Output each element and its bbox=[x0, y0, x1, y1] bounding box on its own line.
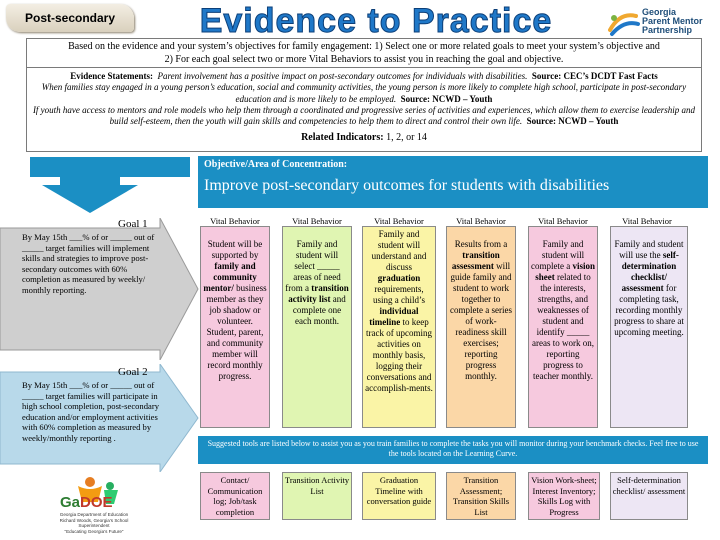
vital-behavior-header-6: Vital Behavior bbox=[622, 216, 672, 226]
indicators-value: 1, 2, or 14 bbox=[386, 132, 427, 144]
instructions-box bbox=[26, 38, 702, 68]
vb2-bold: transition activity list bbox=[288, 283, 349, 304]
vb6-text-c: for completing task, recording monthly progress to share at upcoming meeting. bbox=[614, 283, 684, 337]
evidence-source-1: Source: CEC’s DCDT Fast Facts bbox=[531, 71, 658, 81]
evidence-box bbox=[26, 68, 702, 152]
tool-card-4[interactable]: Transition Assessment; Transition Skills List bbox=[446, 472, 516, 520]
vital-behavior-card-6 bbox=[610, 226, 688, 428]
evidence-source-2: Source: NCWD – Youth bbox=[400, 93, 493, 104]
instructions-line-1: Based on the evidence and your system’s objectives for family engagement: 1) Select one or more related goals to meet your system’s objective and bbox=[68, 41, 660, 52]
tool-card-6[interactable]: Self-determination checklist/ assessment bbox=[610, 472, 688, 520]
vital-behavior-header-3: Vital Behavior bbox=[374, 216, 424, 226]
goal-1-text: By May 15th ___% of or _____ out of _____ target families will implement skills and strategies to improve post- secondary outcomes with 60% completion as measured by weekly/ monthly reporting. bbox=[22, 232, 155, 295]
logo-line-1: Georgia bbox=[642, 7, 677, 17]
vb3-text-e: to keep track of upcoming activities on monthly basis, logging their conversations and accomplish-ments. bbox=[365, 317, 433, 393]
vb3-bold-1: graduation bbox=[377, 273, 421, 283]
vb2-text-a: Family and student will select _____ areas of need from a bbox=[285, 239, 341, 293]
vital-behavior-header-2: Vital Behavior bbox=[292, 216, 342, 226]
gadoe-motto: “Educating Georgia’s Future” bbox=[64, 528, 124, 534]
gadoe-name-b: DOE bbox=[80, 494, 113, 511]
evidence-label: Evidence Statements: bbox=[70, 71, 154, 81]
goal-2-text: By May 15th ___% of or _____ out of _____ target families will participate in high school completion, post-secondary education and/or employment activities with 60% completion as measured by weekly/monthly reporting . bbox=[22, 380, 159, 443]
vital-behavior-header-4: Vital Behavior bbox=[456, 216, 506, 226]
vital-behavior-header-1: Vital Behavior bbox=[210, 216, 260, 226]
vital-behavior-card-2 bbox=[282, 226, 352, 428]
evidence-statement-3: If youth have access to mentors and role models who help them through a coordinated and progressive series of activities and experiences, which allow them to exercise leadership and build self-esteem, then the youth will gain skills and competencies to help them to direct and control their own life. bbox=[32, 104, 696, 127]
vb4-bold: transition assessment bbox=[451, 250, 500, 271]
indicators-label: Related Indicators: bbox=[301, 132, 384, 144]
vb2-text-c: and complete one each month. bbox=[292, 294, 346, 326]
gadoe-name-a: Ga bbox=[60, 494, 81, 511]
vb6-text-a: Family and student will use the bbox=[614, 239, 684, 260]
vb4-text-a: Results from a bbox=[454, 239, 508, 249]
vb5-bold: vision sheet bbox=[535, 261, 595, 282]
objective-banner bbox=[198, 156, 708, 208]
vb1-text-a: Student will be supported by bbox=[207, 239, 263, 260]
vital-behavior-card-1 bbox=[200, 226, 270, 428]
gadoe-dept: Georgia Department of Education bbox=[59, 512, 129, 517]
vb6-bold: self-determination checklist/ assessment bbox=[621, 250, 679, 293]
vb1-text-c: business member as they job shadow or volunteer. Student, parent, and community member will record monthly progress. bbox=[206, 283, 267, 381]
gadoe-superintendent: Richard Woods, Georgia’s School Superintendent bbox=[59, 517, 129, 529]
vital-behavior-card-5 bbox=[528, 226, 598, 428]
suggested-tools-banner: Suggested tools are listed below to assist you as you train families to complete the tasks you will monitor during your benchmark checks. Feel free to use the tools located on the Learning Curve. bbox=[198, 436, 708, 464]
logo-line-2: Parent Mentor bbox=[642, 16, 703, 26]
gppp-logo-icon bbox=[606, 10, 640, 38]
tool-card-1[interactable]: Contact/ Communication log; Job/task completion bbox=[200, 472, 270, 520]
vb3-text-a: Family and student will understand and discuss bbox=[371, 229, 427, 272]
evidence-source-3: Source: NCWD – Youth bbox=[526, 116, 619, 127]
evidence-statement-1: Parent involvement has a positive impact on post-secondary outcomes for individuals with disabilities. bbox=[157, 71, 528, 81]
vb1-bold: family and community mentor/ bbox=[203, 261, 257, 293]
gadoe-logo bbox=[28, 472, 138, 536]
goal-2-label: Goal 2 bbox=[118, 366, 148, 378]
instructions-line-2: 2) For each goal select two or more Vital Behaviors to assist you in reaching the goal and objective. bbox=[164, 54, 564, 65]
tool-card-5[interactable]: Vision Work-sheet; Interest Inventory; Skills Log with Progress bbox=[528, 472, 600, 520]
logo-line-3: Partnership bbox=[642, 25, 693, 35]
section-tag-label: Post-secondary bbox=[24, 11, 116, 25]
vital-behavior-header-5: Vital Behavior bbox=[538, 216, 588, 226]
gppp-logo bbox=[606, 6, 714, 40]
vb3-text-c: requirements, using a child’s bbox=[373, 284, 425, 305]
vb4-text-c: will guide family and student to work together to complete a series of work-readiness skill exercises; reporting progress monthly. bbox=[450, 261, 512, 381]
vb5-text-c: related to the interests, strengths, and weaknesses of student and identify _____ areas to work on, reporting progress to teacher monthly. bbox=[532, 272, 594, 381]
goal-1-label: Goal 1 bbox=[118, 218, 148, 230]
vital-behavior-card-4 bbox=[446, 226, 516, 428]
page-title: Evidence to Practice bbox=[199, 2, 553, 40]
related-indicators bbox=[31, 132, 697, 143]
tool-card-3[interactable]: Graduation Timeline with conversation guide bbox=[362, 472, 436, 520]
section-tag bbox=[6, 4, 134, 32]
vb5-text-a: Family and student will complete a bbox=[531, 239, 585, 271]
evidence-statement-2: When families stay engaged in a young person’s education, social and community activities, the young person is more likely to complete high school, participate in post-secondary education and is more likely to be employed. bbox=[41, 82, 687, 104]
objective-label: Objective/Area of Concentration: bbox=[204, 159, 348, 170]
vb3-bold-2: individual timeline bbox=[369, 306, 419, 327]
vital-behavior-card-3 bbox=[362, 226, 436, 428]
objective-text: Improve post-secondary outcomes for students with disabilities bbox=[204, 177, 610, 194]
objective-arrow-icon bbox=[0, 157, 200, 217]
tool-card-2[interactable]: Transition Activity List bbox=[282, 472, 352, 520]
